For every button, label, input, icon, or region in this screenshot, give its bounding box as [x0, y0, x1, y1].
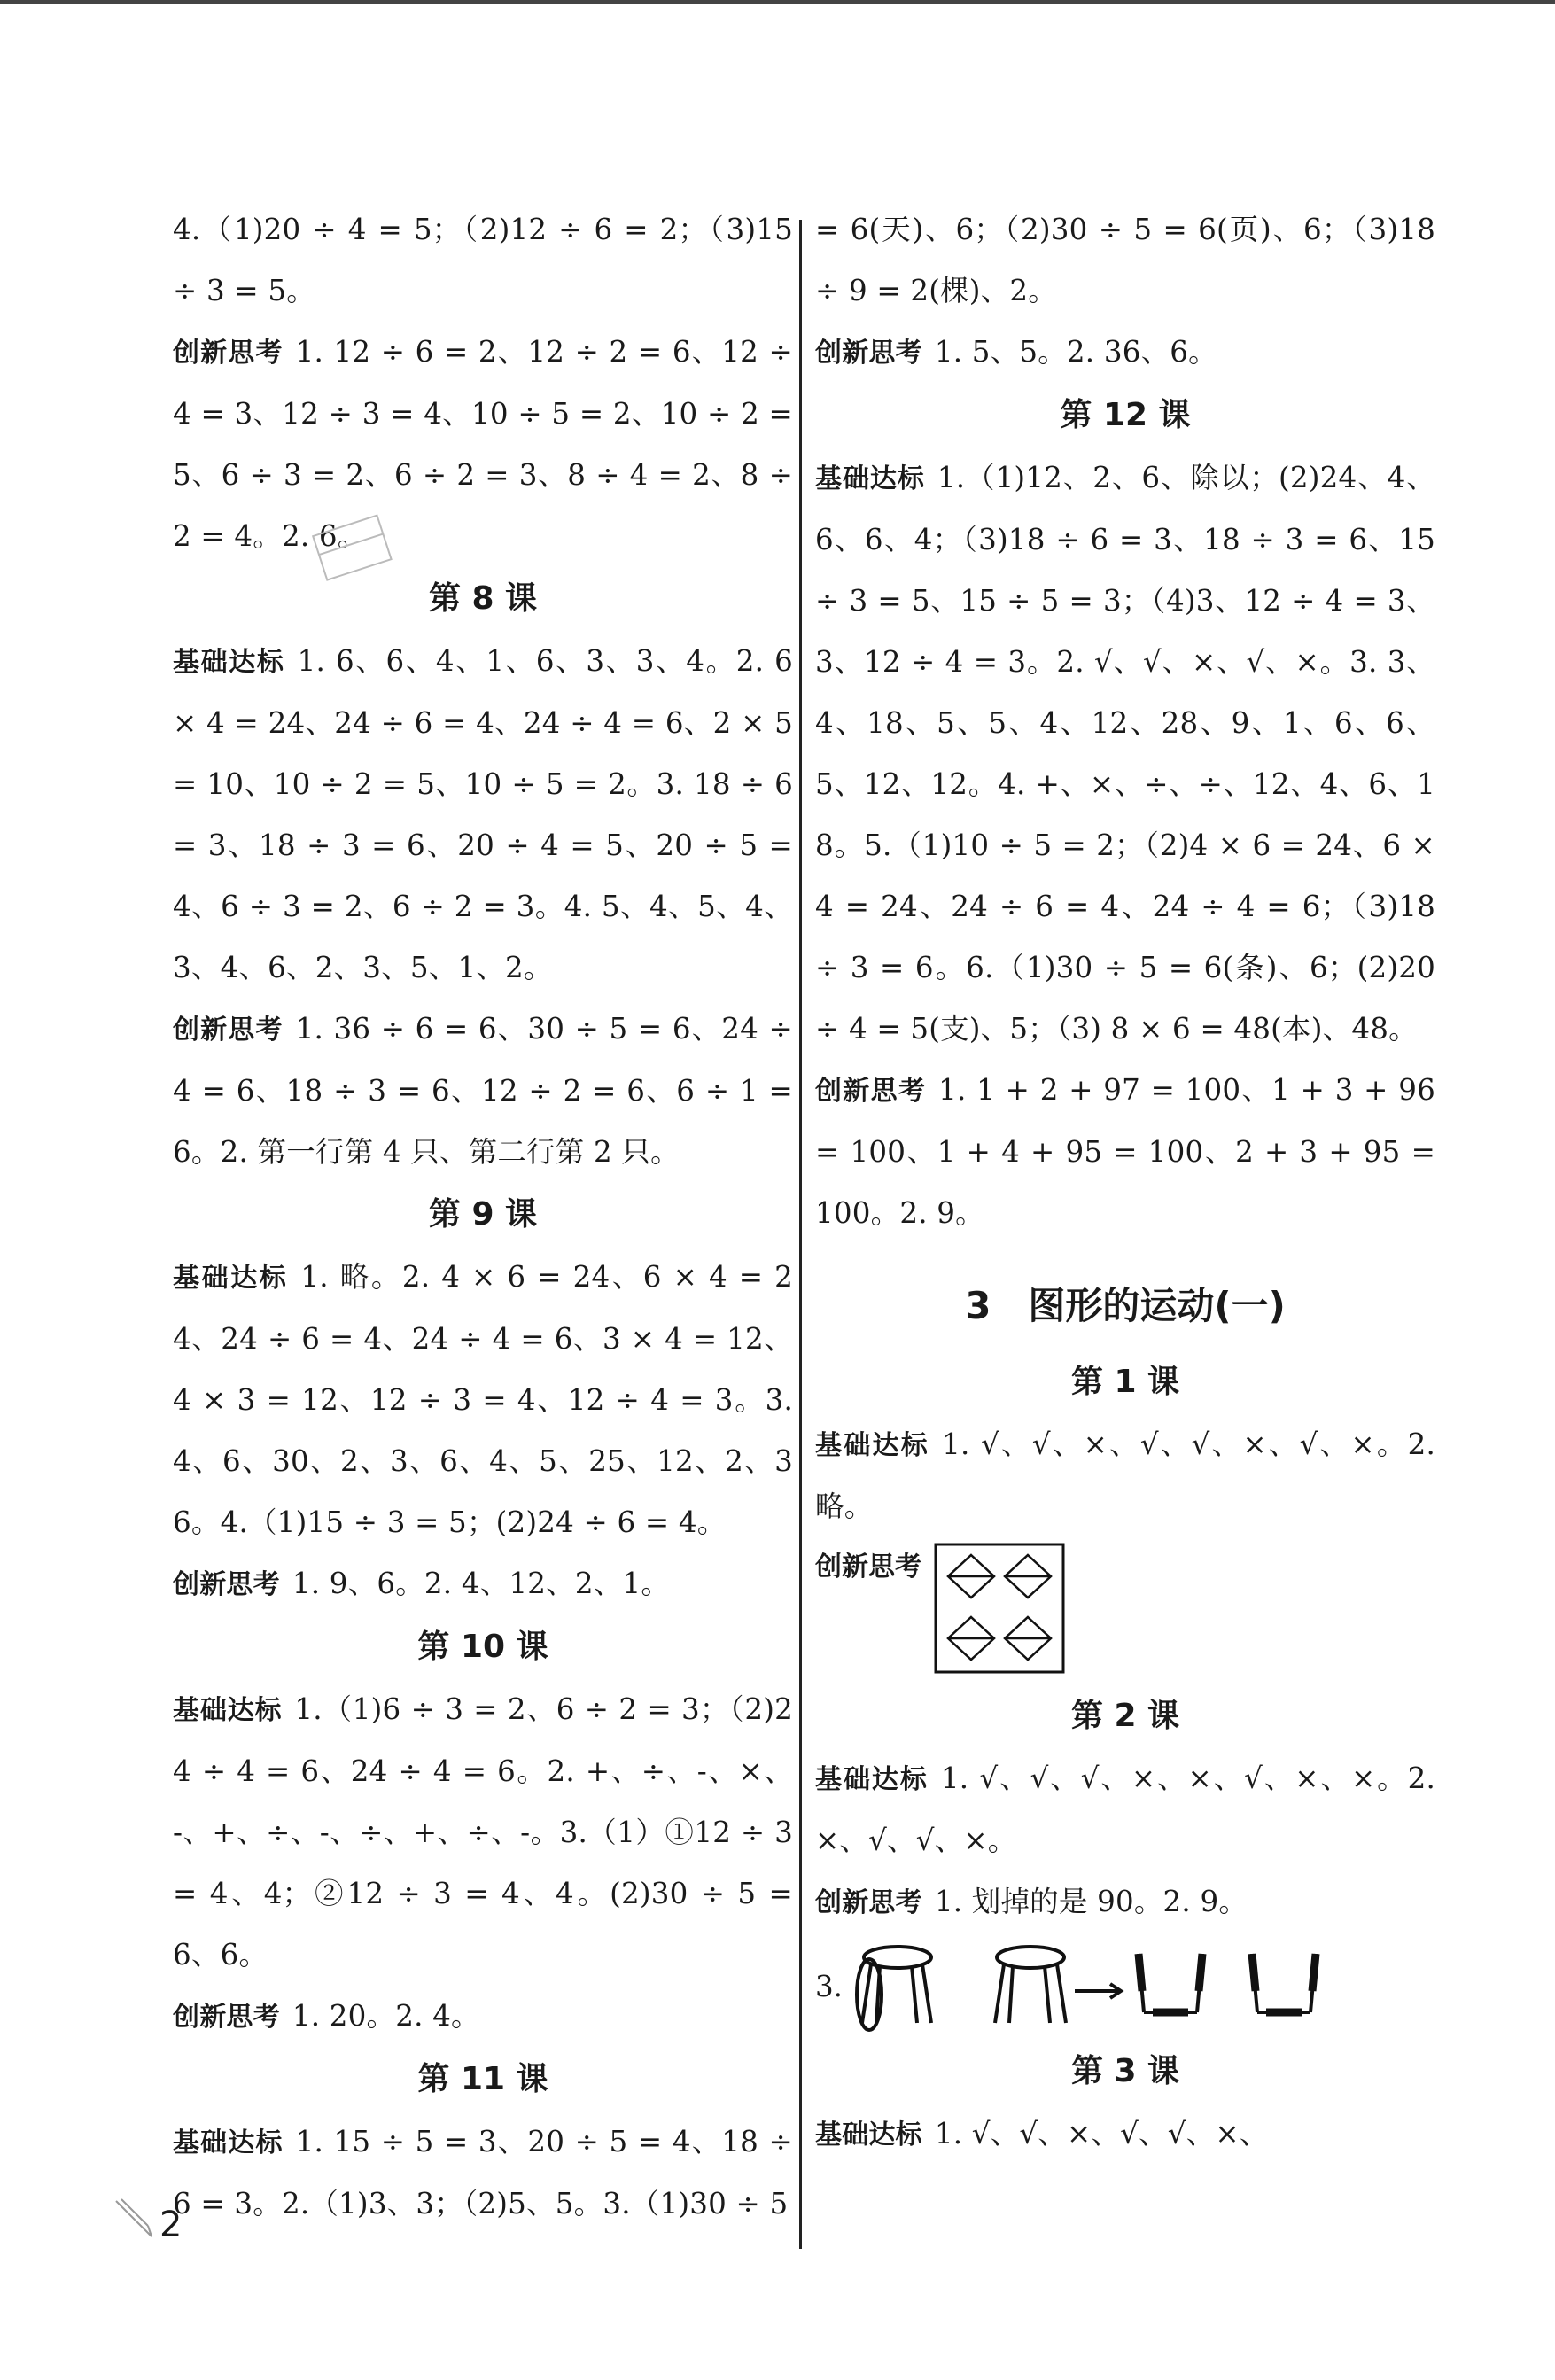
innovate-answer: 创新思考 1. 20。2. 4。	[173, 1999, 480, 2033]
basic-label: 基础达标	[173, 2127, 284, 2158]
lesson-9-title: 第 9 课	[428, 1196, 538, 1233]
basic-answer: 基础达标 1. √、√、×、√、√、×、√、×。2. 略。	[815, 1427, 1435, 1523]
basic-answer: 基础达标 1. √、√、√、×、×、√、×、×。2. ×、√、√、×。	[815, 1762, 1435, 1857]
watermark-stamp-icon	[308, 514, 397, 585]
innovate-label: 创新思考	[815, 1076, 927, 1107]
innovate-label: 创新思考	[815, 1887, 922, 1918]
innovate-label: 创新思考	[815, 1552, 921, 1583]
top-border	[0, 0, 1555, 4]
basic-label: 基础达标	[815, 1764, 929, 1795]
innovate-label: 创新思考	[173, 2002, 280, 2033]
answer-line: = 6(天)、6；（2)30 ÷ 5 = 6(页)、6；（3)18 ÷ 9 = 2(棵)、2。	[815, 213, 1435, 307]
lesson-10-title: 第 10 课	[417, 1629, 548, 1665]
basic-label: 基础达标	[815, 2119, 922, 2151]
lesson-8-title: 第 8 课	[428, 580, 538, 617]
unit-lesson-1-title: 第 1 课	[1070, 1364, 1180, 1400]
unit-title: 3 图形的运动(一)	[965, 1284, 1286, 1327]
stool-figure-row	[815, 1933, 1435, 2040]
innovate-figure-row	[815, 1543, 1435, 1684]
basic-label: 基础达标	[815, 463, 925, 494]
basic-answer: 基础达标 1. 15 ÷ 5 = 3、20 ÷ 5 = 4、18 ÷ 6 = 3。2.（1)3、3；（2)5、5。3.（1)30 ÷ 5	[173, 2125, 793, 2221]
column-divider	[799, 220, 802, 2249]
page-number: 2	[159, 2205, 183, 2245]
lesson-12-title: 第 12 课	[1060, 397, 1191, 433]
basic-label: 基础达标	[815, 1430, 930, 1461]
innovate-answer: 创新思考 1. 划掉的是 90。2. 9。	[815, 1885, 1248, 1918]
unit-lesson-3-title: 第 3 课	[1070, 2053, 1180, 2089]
innovate-label: 创新思考	[173, 1015, 284, 1046]
innovate-answer: 创新思考 1. 12 ÷ 6 = 2、12 ÷ 2 = 6、12 ÷ 4 = 3、12 ÷ 3 = 4、10 ÷ 5 = 2、10 ÷ 2 = 5、6 ÷ 3 = 2、6 ÷ 2 = 3、8 ÷ 4 = 2、8 ÷ 2 = 4。2. 6。	[173, 335, 793, 553]
innovate-label: 创新思考	[815, 338, 922, 369]
pencil-icon	[111, 2196, 155, 2240]
basic-answer: 基础达标 1. 略。2. 4 × 6 = 24、6 × 4 = 24、24 ÷ 6 = 4、24 ÷ 4 = 6、3 × 4 = 12、4 × 3 = 12、12 ÷ 3 = 4、12 ÷ 4 = 3。3. 4、6、30、2、3、6、4、5、25、12、2、36。4.（1)15 ÷ 3 = 5；(2)24 ÷ 6 = 4。	[173, 1260, 794, 1539]
lesson-11-title: 第 11 课	[417, 2061, 548, 2097]
answer-line: 4.（1)20 ÷ 4 = 5；（2)12 ÷ 6 = 2；（3)15 ÷ 3 = 5。	[173, 213, 793, 307]
basic-label: 基础达标	[173, 1263, 289, 1294]
innovate-answer: 创新思考 1. 36 ÷ 6 = 6、30 ÷ 5 = 6、24 ÷ 4 = 6、18 ÷ 3 = 6、12 ÷ 2 = 6、6 ÷ 1 = 6。2. 第一行第 4 只、第二行第 2 只。	[173, 1012, 793, 1169]
basic-label: 基础达标	[173, 1695, 283, 1726]
unit-lesson-2-title: 第 2 课	[1070, 1698, 1180, 1734]
right-column	[815, 199, 1435, 2166]
innovate-label: 创新思考	[173, 338, 284, 369]
basic-answer: 基础达标 1.（1)6 ÷ 3 = 2、6 ÷ 2 = 3；（2)24 ÷ 4 = 6、24 ÷ 4 = 6。2. +、÷、-、×、-、+、÷、-、÷、+、÷、-。3.（1）①12 ÷ 3 = 4、4；②12 ÷ 3 = 4、4。(2)30 ÷ 5 = 6、6。	[173, 1692, 793, 1972]
diamond-grid-figure	[934, 1543, 1065, 1674]
basic-answer: 基础达标 1. 6、6、4、1、6、3、3、4。2. 6 × 4 = 24、24 ÷ 6 = 4、24 ÷ 4 = 6、2 × 5 = 10、10 ÷ 2 = 5、10 ÷ 5 = 2。3. 18 ÷ 6 = 3、18 ÷ 3 = 6、20 ÷ 4 = 5、20 ÷ 5 = 4、6 ÷ 3 = 2、6 ÷ 2 = 3。4. 5、4、5、4、3、4、6、2、3、5、1、2。	[173, 644, 793, 984]
innovate-answer: 创新思考 1. 5、5。2. 36、6。	[815, 335, 1217, 369]
stool-transform-figure	[853, 1938, 1349, 2035]
question-number: 3.	[815, 1970, 844, 2003]
left-column	[173, 199, 793, 2235]
innovate-label: 创新思考	[173, 1569, 280, 1600]
basic-label: 基础达标	[173, 647, 285, 678]
innovate-answer: 创新思考 1. 1 + 2 + 97 = 100、1 + 3 + 96 = 100、1 + 4 + 95 = 100、2 + 3 + 95 = 100。2. 9。	[815, 1073, 1435, 1230]
basic-answer: 基础达标 1. √、√、×、√、√、×、	[815, 2117, 1269, 2151]
innovate-answer: 创新思考 1. 9、6。2. 4、12、2、1。	[173, 1567, 671, 1600]
basic-answer: 基础达标 1.（1)12、2、6、除以；(2)24、4、6、6、4；（3)18 ÷ 6 = 3、18 ÷ 3 = 6、15 ÷ 3 = 5、15 ÷ 5 = 3；（4)3、12 ÷ 4 = 3、3、12 ÷ 4 = 3。2. √、√、×、√、×。3. 3、4、18、5、5、4、12、28、9、1、6、6、5、12、12。4. +、×、÷、÷、12、4、6、18。5.（1)10 ÷ 5 = 2；（2)4 × 6 = 24、6 × 4 = 24、24 ÷ 6 = 4、24 ÷ 4 = 6；（3)18 ÷ 3 = 6。6.（1)30 ÷ 5 = 6(条)、6；(2)20 ÷ 4 = 5(支)、5；（3) 8 × 6 = 48(本)、48。	[815, 461, 1435, 1046]
